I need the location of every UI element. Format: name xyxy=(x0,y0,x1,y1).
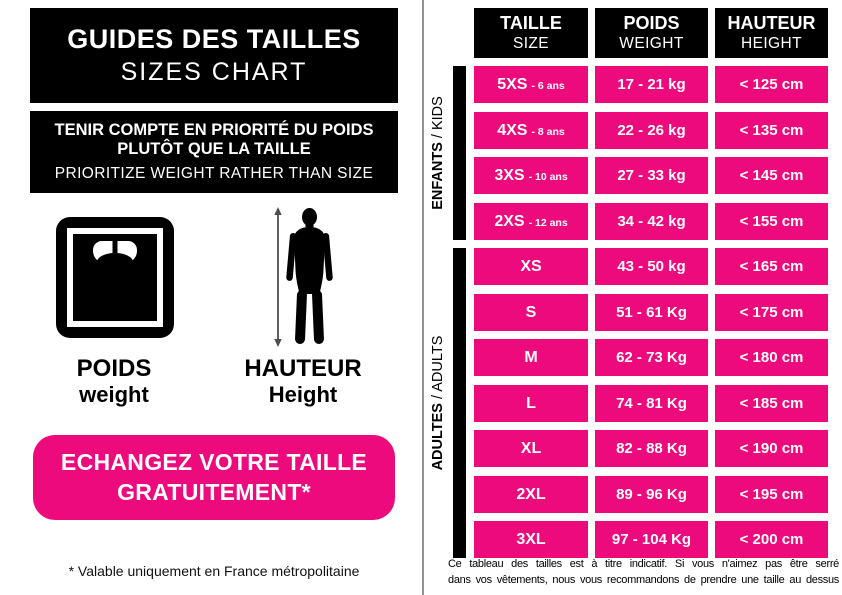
size-value: XL xyxy=(520,439,542,457)
weight-cell: 51 - 61 Kg xyxy=(595,294,708,331)
scale-frame xyxy=(67,228,163,327)
height-label-en: Height xyxy=(268,381,338,407)
kids-label-en: KIDS xyxy=(430,96,446,131)
adults-label-fr: ADULTES xyxy=(430,403,446,471)
weight-cell: 34 - 42 kg xyxy=(595,203,708,240)
weight-cell: 17 - 21 kg xyxy=(595,66,708,103)
exchange-line2: GRATUITEMENT* xyxy=(117,478,311,505)
table-row xyxy=(474,430,828,467)
height-cell: < 145 cm xyxy=(715,157,828,194)
age-value: - 8 ans xyxy=(531,125,565,138)
page-title-fr: GUIDES DES TAILLES xyxy=(67,24,361,54)
group-label-adults xyxy=(430,336,446,471)
header-size-fr: TAILLE xyxy=(500,12,562,33)
size-value: 3XS xyxy=(494,166,525,184)
adults-label-separator: / xyxy=(430,391,446,404)
notice-fr-line1: TENIR COMPTE EN PRIORITÉ DU POIDS xyxy=(54,121,374,140)
table-row xyxy=(474,521,828,558)
height-cell: < 155 cm xyxy=(715,203,828,240)
weight-cell: 43 - 50 kg xyxy=(595,248,708,285)
header-size xyxy=(474,8,588,58)
size-cell xyxy=(474,476,588,513)
person-silhouette-shape xyxy=(286,208,333,344)
age-value: - 12 ans xyxy=(528,216,568,229)
size-value: XS xyxy=(520,257,542,275)
scale-dial-pointer xyxy=(113,241,118,253)
height-cell: < 200 cm xyxy=(715,521,828,558)
bathroom-scale-icon xyxy=(56,217,174,338)
height-cell: < 190 cm xyxy=(715,430,828,467)
scale-dial-cutout xyxy=(97,253,133,271)
table-row xyxy=(474,385,828,422)
table-row xyxy=(474,294,828,331)
height-icon-label xyxy=(236,356,370,408)
size-value: L xyxy=(526,394,536,412)
size-value: 2XL xyxy=(516,485,546,503)
size-value: 4XS xyxy=(497,121,528,139)
weight-cell: 27 - 33 kg xyxy=(595,157,708,194)
header-weight-fr: POIDS xyxy=(623,12,680,33)
notice-en: PRIORITIZE WEIGHT RATHER THAN SIZE xyxy=(54,164,374,182)
table-row xyxy=(474,112,828,149)
free-size-exchange-button[interactable] xyxy=(33,435,395,520)
table-row xyxy=(474,66,828,103)
weight-label-fr: POIDS xyxy=(76,355,152,382)
height-cell: < 185 cm xyxy=(715,385,828,422)
adults-label-en: ADULTS xyxy=(430,335,446,392)
weight-icon-label xyxy=(53,356,175,408)
header-weight xyxy=(595,8,708,58)
size-value: S xyxy=(525,303,537,321)
weight-cell: 82 - 88 Kg xyxy=(595,430,708,467)
group-label-kids xyxy=(430,96,446,210)
height-cell: < 125 cm xyxy=(715,66,828,103)
vertical-divider xyxy=(422,0,424,595)
disclaimer-line2: dans vos vêtements, nous vous recommandons de prendre une taille au dessus xyxy=(448,573,839,586)
size-cell xyxy=(474,294,588,331)
header-height-en: HEIGHT xyxy=(741,35,802,53)
height-cell: < 135 cm xyxy=(715,112,828,149)
kids-group-bar xyxy=(453,66,466,240)
person-silhouette-icon xyxy=(266,206,338,348)
table-disclaimer xyxy=(448,557,839,589)
table-row xyxy=(474,476,828,513)
notice-fr-line2: PLUTÔT QUE LA TAILLE xyxy=(117,140,311,158)
size-value: 2XS xyxy=(494,212,525,230)
header-height xyxy=(715,8,828,58)
size-cell xyxy=(474,430,588,467)
title-banner xyxy=(30,8,398,103)
size-cell xyxy=(474,248,588,285)
weight-cell: 89 - 96 Kg xyxy=(595,476,708,513)
weight-cell: 62 - 73 Kg xyxy=(595,339,708,376)
header-size-en: SIZE xyxy=(512,35,550,53)
weight-label-en: weight xyxy=(79,381,149,407)
header-weight-en: WEIGHT xyxy=(619,35,684,53)
weight-cell: 74 - 81 Kg xyxy=(595,385,708,422)
table-row xyxy=(474,203,828,240)
exchange-footnote: * Valable uniquement en France métropolitaine xyxy=(68,563,360,579)
height-cell: < 195 cm xyxy=(715,476,828,513)
table-row xyxy=(474,157,828,194)
size-value: 3XL xyxy=(516,530,546,548)
table-row xyxy=(474,248,828,285)
height-double-arrow-icon xyxy=(274,207,281,347)
size-cell xyxy=(474,157,588,194)
kids-label-separator: / xyxy=(430,130,446,143)
priority-notice-banner xyxy=(30,111,398,193)
size-value: M xyxy=(524,348,538,366)
kids-label-fr: ENFANTS xyxy=(430,142,446,210)
weight-cell: 22 - 26 kg xyxy=(595,112,708,149)
age-value: - 10 ans xyxy=(528,170,568,183)
table-header-row xyxy=(474,8,828,58)
page-title-en: SIZES CHART xyxy=(120,58,308,86)
size-cell xyxy=(474,521,588,558)
size-cell xyxy=(474,203,588,240)
scale-face xyxy=(73,234,157,321)
age-value: - 6 ans xyxy=(531,79,565,92)
size-cell xyxy=(474,339,588,376)
size-cell xyxy=(474,112,588,149)
adults-group-bar xyxy=(453,248,466,558)
weight-cell: 97 - 104 Kg xyxy=(595,521,708,558)
height-label-fr: HAUTEUR xyxy=(244,355,362,382)
height-cell: < 175 cm xyxy=(715,294,828,331)
height-cell: < 165 cm xyxy=(715,248,828,285)
size-value: 5XS xyxy=(497,75,528,93)
header-height-fr: HAUTEUR xyxy=(727,12,816,33)
size-cell xyxy=(474,66,588,103)
exchange-line1: ECHANGEZ VOTRE TAILLE xyxy=(60,448,368,475)
table-row xyxy=(474,339,828,376)
size-cell xyxy=(474,385,588,422)
height-cell: < 180 cm xyxy=(715,339,828,376)
disclaimer-line1: Ce tableau des tailles est à titre indicatif. Si vous n'aimez pas être serré xyxy=(448,558,839,570)
